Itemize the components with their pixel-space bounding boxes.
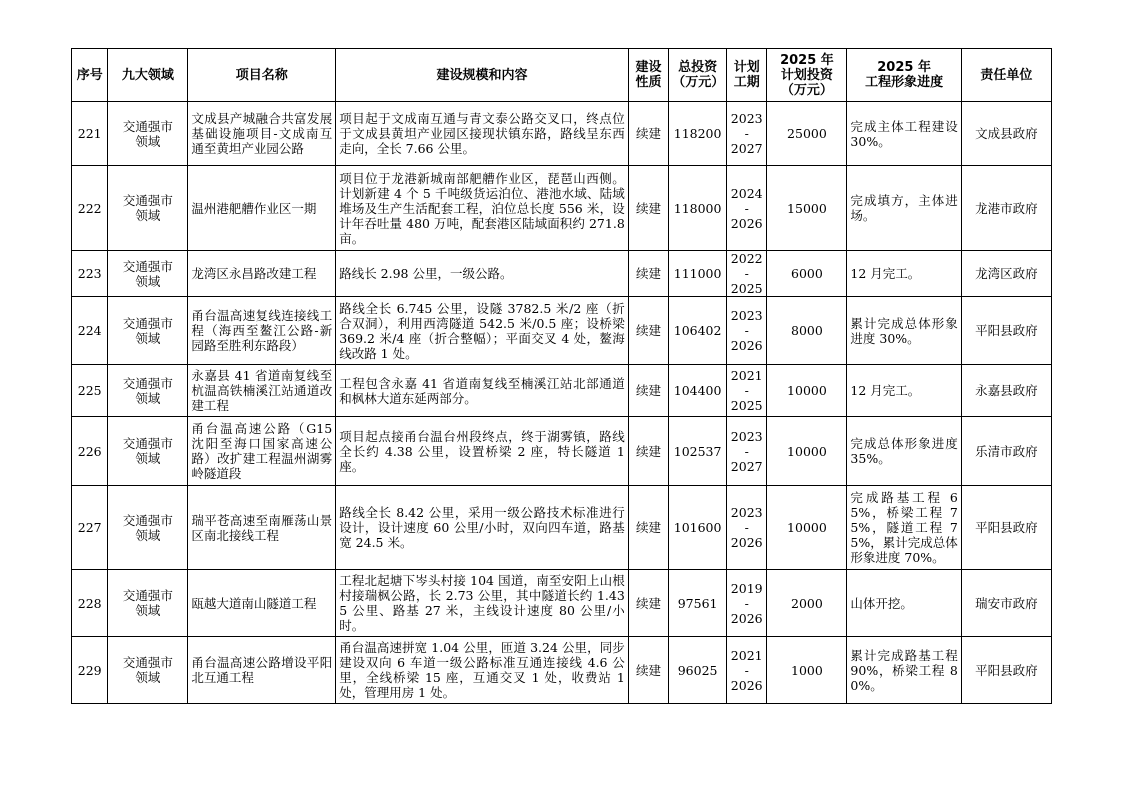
cell-type: 续建 xyxy=(628,570,668,637)
table-row xyxy=(72,417,1052,486)
header-type: 建设 性质 xyxy=(628,49,668,102)
cell-progress: 12 月完工。 xyxy=(847,251,961,297)
cell-no: 227 xyxy=(72,486,108,570)
cell-total: 102537 xyxy=(669,417,727,486)
header-no: 序号 xyxy=(72,49,108,102)
table-row xyxy=(72,486,1052,570)
cell-progress: 完成填方，主体进场。 xyxy=(847,166,961,251)
header-unit: 责任单位 xyxy=(961,49,1051,102)
cell-no: 223 xyxy=(72,251,108,297)
cell-plan: 2000 xyxy=(767,570,847,637)
cell-progress: 完成主体工程建设 30%。 xyxy=(847,102,961,166)
cell-plan: 6000 xyxy=(767,251,847,297)
cell-field: 交通强市 领域 xyxy=(108,486,188,570)
cell-period: 2019- 2026 xyxy=(726,570,766,637)
cell-total: 96025 xyxy=(669,637,727,704)
cell-unit: 永嘉县政府 xyxy=(961,365,1051,417)
cell-field: 交通强市 领域 xyxy=(108,365,188,417)
header-row xyxy=(72,49,1052,102)
cell-name: 瓯越大道南山隧道工程 xyxy=(188,570,336,637)
cell-field: 交通强市 领域 xyxy=(108,417,188,486)
cell-no: 226 xyxy=(72,417,108,486)
cell-name: 龙湾区永昌路改建工程 xyxy=(188,251,336,297)
cell-content: 项目起点接甬台温台州段终点，终于湖雾镇，路线全长约 4.38 公里，设置桥梁 2 座，特长隧道 1 座。 xyxy=(336,417,629,486)
cell-no: 224 xyxy=(72,297,108,365)
cell-type: 续建 xyxy=(628,102,668,166)
cell-type: 续建 xyxy=(628,417,668,486)
cell-plan: 1000 xyxy=(767,637,847,704)
table-body xyxy=(72,102,1052,704)
cell-total: 118000 xyxy=(669,166,727,251)
project-table xyxy=(71,48,1052,704)
cell-field: 交通强市 领域 xyxy=(108,570,188,637)
cell-period: 2021- 2026 xyxy=(726,637,766,704)
cell-plan: 25000 xyxy=(767,102,847,166)
cell-unit: 文成县政府 xyxy=(961,102,1051,166)
header-name: 项目名称 xyxy=(188,49,336,102)
cell-total: 111000 xyxy=(669,251,727,297)
cell-progress: 完成总体形象进度 35%。 xyxy=(847,417,961,486)
cell-unit: 平阳县政府 xyxy=(961,637,1051,704)
cell-content: 甬台温高速拼宽 1.04 公里，匝道 3.24 公里，同步建设双向 6 车道一级公路标准互通连接线 4.6 公里，全线桥梁 15 座，互通交叉 1 处，收费站 1 处，管理用房 1 处。 xyxy=(336,637,629,704)
cell-no: 228 xyxy=(72,570,108,637)
cell-content: 项目起于文成南互通与青文泰公路交叉口，终点位于文成县黄坦产业园区接现状镇东路，路线呈东西走向，全长 7.66 公里。 xyxy=(336,102,629,166)
cell-unit: 平阳县政府 xyxy=(961,486,1051,570)
cell-no: 222 xyxy=(72,166,108,251)
cell-plan: 10000 xyxy=(767,486,847,570)
cell-unit: 龙港市政府 xyxy=(961,166,1051,251)
cell-total: 101600 xyxy=(669,486,727,570)
cell-period: 2024- 2026 xyxy=(726,166,766,251)
cell-field: 交通强市 领域 xyxy=(108,637,188,704)
cell-no: 229 xyxy=(72,637,108,704)
cell-unit: 平阳县政府 xyxy=(961,297,1051,365)
cell-name: 甬台温高速公路增设平阳北互通工程 xyxy=(188,637,336,704)
cell-field: 交通强市 领域 xyxy=(108,102,188,166)
table-row xyxy=(72,637,1052,704)
cell-name: 甬台温高速公路（G15 沈阳至海口国家高速公路）改扩建工程温州湖雾岭隧道段 xyxy=(188,417,336,486)
cell-field: 交通强市 领域 xyxy=(108,297,188,365)
cell-period: 2023- 2026 xyxy=(726,486,766,570)
cell-plan: 8000 xyxy=(767,297,847,365)
table-row xyxy=(72,297,1052,365)
cell-type: 续建 xyxy=(628,486,668,570)
cell-content: 工程北起塘下岑头村接 104 国道，南至安阳上山根村接瑞枫公路，长 2.73 公里，其中隧道长约 1.435 公里、路基 27 米，主线设计速度 80 公里/小时。 xyxy=(336,570,629,637)
cell-period: 2023- 2026 xyxy=(726,297,766,365)
cell-plan: 15000 xyxy=(767,166,847,251)
cell-field: 交通强市 领域 xyxy=(108,166,188,251)
cell-total: 97561 xyxy=(669,570,727,637)
cell-content: 路线长 2.98 公里，一级公路。 xyxy=(336,251,629,297)
cell-plan: 10000 xyxy=(767,417,847,486)
cell-name: 瑞平苍高速至南雁荡山景区南北接线工程 xyxy=(188,486,336,570)
table-row xyxy=(72,102,1052,166)
cell-type: 续建 xyxy=(628,251,668,297)
cell-period: 2023- 2027 xyxy=(726,417,766,486)
cell-period: 2023- 2027 xyxy=(726,102,766,166)
cell-content: 路线全长 8.42 公里，采用一级公路技术标准进行设计，设计速度 60 公里/小时，双向四车道，路基宽 24.5 米。 xyxy=(336,486,629,570)
cell-type: 续建 xyxy=(628,365,668,417)
cell-type: 续建 xyxy=(628,297,668,365)
cell-unit: 龙湾区政府 xyxy=(961,251,1051,297)
cell-total: 104400 xyxy=(669,365,727,417)
cell-field: 交通强市 领域 xyxy=(108,251,188,297)
cell-type: 续建 xyxy=(628,637,668,704)
header-plan: 2025 年 计划投资 （万元） xyxy=(767,49,847,102)
cell-name: 甬台温高速复线连接线工程（海西至鳌江公路-新园路至胜利东路段） xyxy=(188,297,336,365)
cell-progress: 累计完成路基工程 90%，桥梁工程 80%。 xyxy=(847,637,961,704)
table-row xyxy=(72,570,1052,637)
cell-progress: 山体开挖。 xyxy=(847,570,961,637)
cell-unit: 乐清市政府 xyxy=(961,417,1051,486)
cell-progress: 累计完成总体形象进度 30%。 xyxy=(847,297,961,365)
cell-progress: 12 月完工。 xyxy=(847,365,961,417)
cell-name: 永嘉县 41 省道南复线至杭温高铁楠溪江站通道改建工程 xyxy=(188,365,336,417)
header-total: 总投资 （万元） xyxy=(669,49,727,102)
cell-name: 温州港舥艚作业区一期 xyxy=(188,166,336,251)
table-row xyxy=(72,365,1052,417)
cell-name: 文成县产城融合共富发展基础设施项目-文成南互通至黄坦产业园公路 xyxy=(188,102,336,166)
cell-total: 118200 xyxy=(669,102,727,166)
cell-progress: 完成路基工程 65%，桥梁工程 75%，隧道工程 75%，累计完成总体形象进度 70%。 xyxy=(847,486,961,570)
cell-content: 工程包含永嘉 41 省道南复线至楠溪江站北部通道和枫林大道东延两部分。 xyxy=(336,365,629,417)
header-field: 九大领域 xyxy=(108,49,188,102)
cell-no: 225 xyxy=(72,365,108,417)
cell-type: 续建 xyxy=(628,166,668,251)
cell-content: 路线全长 6.745 公里，设隧 3782.5 米/2 座（折合双洞），利用西湾隧道 542.5 米/0.5 座；设桥梁 369.2 米/4 座（折合整幅）；平面交叉 4 处，鳌海线改路 1 处。 xyxy=(336,297,629,365)
table-row xyxy=(72,251,1052,297)
header-progress: 2025 年 工程形象进度 xyxy=(847,49,961,102)
table-row xyxy=(72,166,1052,251)
cell-unit: 瑞安市政府 xyxy=(961,570,1051,637)
cell-period: 2021- 2025 xyxy=(726,365,766,417)
cell-no: 221 xyxy=(72,102,108,166)
header-period: 计划 工期 xyxy=(726,49,766,102)
cell-plan: 10000 xyxy=(767,365,847,417)
cell-content: 项目位于龙港新城南部舥艚作业区，琵琶山西侧。计划新建 4 个 5 千吨级货运泊位、港池水域、陆域堆场及生产生活配套工程，泊位总长度 556 米，设计年吞吐量 480 万吨，配套港区陆域面积约 271.8 亩。 xyxy=(336,166,629,251)
cell-total: 106402 xyxy=(669,297,727,365)
header-content: 建设规模和内容 xyxy=(336,49,629,102)
cell-period: 2022- 2025 xyxy=(726,251,766,297)
